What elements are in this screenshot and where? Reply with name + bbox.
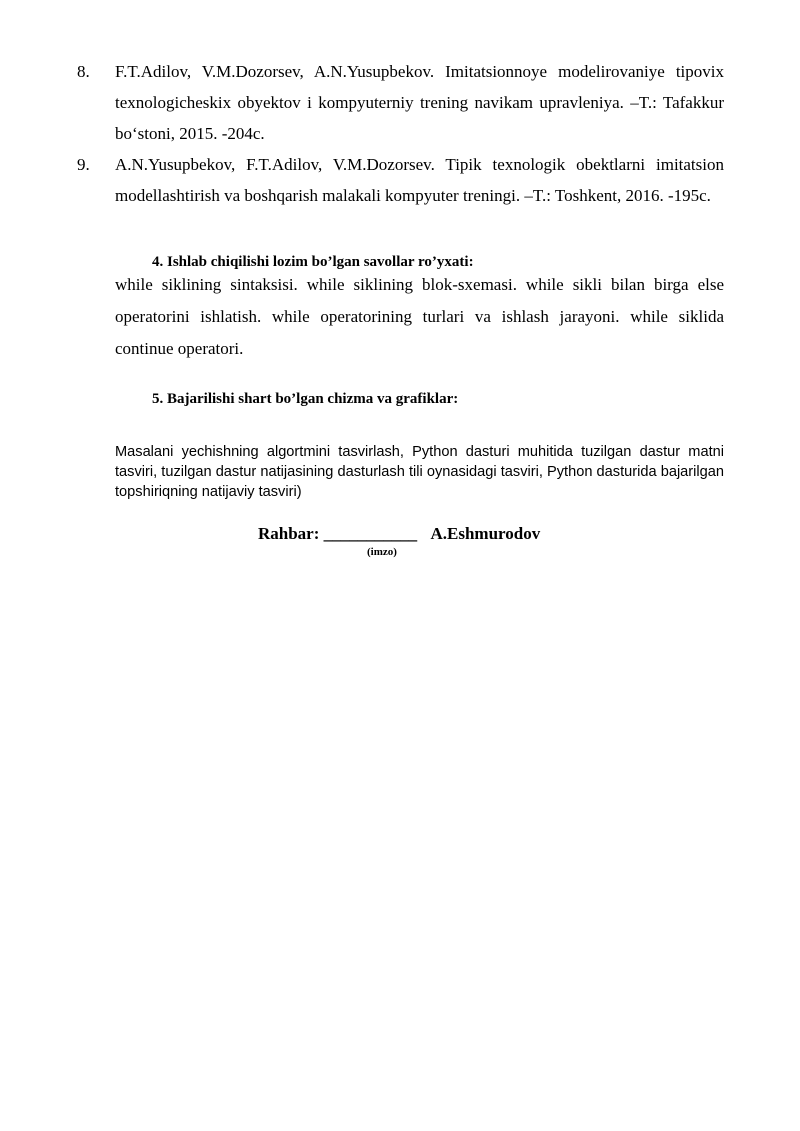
reference-text: F.T.Adilov, V.M.Dozorsev, A.N.Yusupbekov. Imitatsionnoye modelirovaniye tipovix texnologicheskix obyektov i kompyuterniy trening navikam upravleniya. –T.: Tafakkur bo‘stoni, 2015. -204c. — [115, 62, 724, 143]
reference-item — [77, 56, 724, 149]
reference-list — [77, 56, 724, 211]
reference-number: 8. — [77, 62, 90, 81]
reference-item — [77, 149, 724, 211]
signature-name: A.Eshmurodov — [430, 524, 541, 543]
section-5-heading: 5. Bajarilishi shart bo’lgan chizma va grafiklar: — [152, 391, 459, 407]
section-4-body: while siklining sintaksisi. while siklining blok-sxemasi. while sikli bilan birga else operatorini ishlatish. while operatorining turlari va ishlash jarayoni. while siklida continue operatori. — [115, 275, 724, 358]
signature-blank: ___________ — [323, 524, 418, 543]
signature-line — [258, 524, 540, 544]
section-5-body: Masalani yechishning algortmini tasvirlash, Python dasturi muhitida tuzilgan dastur matni tasviri, tuzilgan dastur natijasining dasturlash tili oynasidagi tasviri, Python dasturida bajarilgan topshiriqning natijaviy tasviri) — [115, 444, 724, 500]
reference-number: 9. — [77, 155, 90, 174]
signature-label: Rahbar: — [258, 524, 320, 543]
signature-caption: (imzo) — [367, 546, 397, 558]
reference-text: A.N.Yusupbekov, F.T.Adilov, V.M.Dozorsev. Tipik texnologik obektlarni imitatsion modellashtirish va boshqarish malakali kompyuter treningi. –T.: Toshkent, 2016. -195c. — [115, 155, 724, 205]
section-4-heading: 4. Ishlab chiqilishi lozim bo’lgan savollar ro’yxati: — [152, 254, 474, 270]
